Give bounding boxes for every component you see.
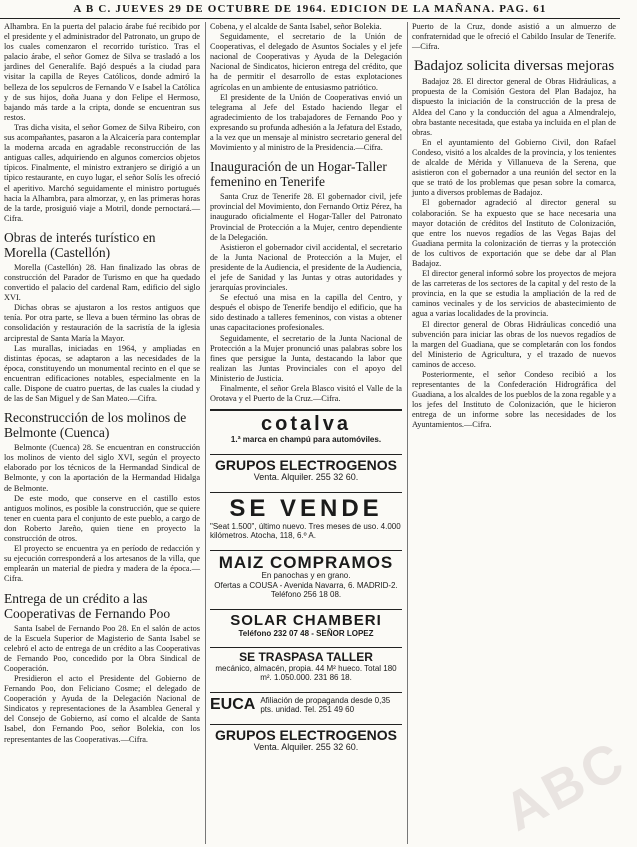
article-paragraph: Presidieron el acto el Presidente del Gobierno de Fernando Poo, don Feliciano Cosme; el delegado de Cooperación y Ayuda de la Delegación Nacional de Sindicatos y representaciones de la Asamblea General y del Consejo de Gobierno, así como el alcalde de Santa Isabel, don Fernando Poo, señor Bolekia, con los representantes de las Cooperativas.—Cifra.: [4, 673, 200, 744]
ad-title: SE TRASPASA TALLER: [239, 650, 373, 665]
ad-euca: [210, 692, 402, 719]
ad-brand: EUCA: [210, 695, 256, 713]
ad-text: 1.ª marca en champú para automóviles.: [230, 435, 382, 445]
page-header: A B C. JUEVES 29 DE OCTUBRE DE 1964. EDICION DE LA MAÑANA. PAG. 61: [0, 0, 620, 19]
article-paragraph: En el ayuntamiento del Gobierno Civil, don Rafael Condeso, visitó a los alcaldes de la provincia, y los tenientes de alcalde de Mérida y Villanueva de la Serena, que asistieron con el gobernador a una reunión del sector en la que se trató de los problemas que pesan sobre la comarca, junto a diversos problemas de Badajoz.: [412, 137, 616, 198]
column-3: [412, 22, 616, 844]
article-paragraph: Asistieron el gobernador civil accidental, el secretario de la Junta Nacional de Protección a la Mujer, el presidente de la Audiencia, el presidente de la Audiencia, el jefe de Sanidad y las Juntas y otras autoridades y jerarquías provinciales.: [210, 242, 402, 293]
article-paragraph: Se efectuó una misa en la capilla del Centro, y después el obispo de Tenerife bendijo el edificio, que ha sido destinado a talleres femeninos, con vistas a obtener unas capacitaciones profesionales.: [210, 293, 402, 333]
article-headline-fernando-poo: Entrega de un crédito a las Cooperativas de Fernando Poo: [4, 590, 171, 621]
ad-text: Venta. Alquiler. 255 32 60.: [253, 742, 359, 753]
ad-grupos-electrogenos-2: [210, 724, 402, 758]
ad-brand: cotalva: [261, 413, 351, 436]
ad-solar-chamberi: [210, 609, 402, 642]
ad-title: GRUPOS ELECTROGENOS: [214, 456, 398, 473]
ad-title: SOLAR CHAMBERI: [230, 611, 382, 629]
ad-text: mecánico, almacén, propia. 44 M² hueco. Total 180 m². 1.050.000. 231 86 18.: [215, 663, 397, 683]
ad-se-vende: [210, 492, 402, 544]
article-paragraph: El gobernador agradeció al director general su colaboración. Se ha expuesto que se hace necesaria una mayor dotación de créditos del Instituto de Colonización, que entre los nuevos regadíos de las Vegas Bajas del Guadiana permita la colonización de tierras y la protección de los cultivos de exportación que se debe dar al Plan Badajoz.: [412, 198, 616, 268]
article-headline-badajoz: Badajoz solicita diversas mejoras: [413, 58, 615, 75]
article-paragraph: Santa Cruz de Tenerife 28. El gobernador civil, jefe provincial del Movimiento, don Fernando Ortiz Pérez, ha inaugurado oficialmente el Hogar-Taller del Patronato Provincial de Protección a la Mujer, centro dependiente de la Delegación.: [210, 192, 402, 242]
ad-title: SE VENDE: [229, 495, 383, 523]
article-paragraph: Badajoz 28. El director general de Obras Hidráulicas, a propuesta de la Comisión Gestora del Plan Badajoz, ha dispuesto la iniciación de la construcción de la presa de Aldea del Cano y la conducción del agua a Almendralejo, obra bastante necesitada, que estaba ya incluida en el plan de obras.: [412, 77, 616, 137]
article-paragraph: Las murallas, iniciadas en 1964, y ampliadas en distintas épocas, se adaptaron a las necesidades de la época, constituyendo un monumental recinto en el que se encuentran edificaciones notables, especialmente en la calle. Dispone de cuatro puertas, de las cuales la ciudad y de las de San Miguel y de San Mateo.—Cifra.: [4, 343, 200, 404]
ad-maiz: [210, 550, 402, 604]
column-2: [210, 22, 402, 844]
intro-paragraph: Alhambra. En la puerta del palacio árabe fué recibido por el presidente y el administrador del Patronato, un grupo de los cuales comenzaron el recorrido turístico. Tras el palacio árabe, el señor Gomez de Silva se trasladó a los jardines del Generalife. Bajó después a la ciudad para visitar la capilla de Reyes Católicos, donde admiró la belleza de los sepulcros de Fernando V e Isabel la Católica y de sus hijos, doña Juana y don Felipe el Hermoso, bajando más tarde a la cripta, donde se encuentran sus restos.: [4, 22, 200, 122]
article-paragraph: Seguidamente, el secretario de la Junta Nacional de Protección a la Mujer pronunció unas palabras sobre los fines que persigue la Junta, destacando la labor que realizan las Juntas Provinciales con el apoyo del Ministerio de Justicia.: [210, 333, 402, 383]
article-paragraph: Belmonte (Cuenca) 28. Se encuentran en construcción los molinos de viento del siglo XVI, según el proyecto elaborado por los técnicos de la Hermandad Sindical de Belmonte, y con la aportación de la Hermandad Hidalga de Belmonte.: [4, 443, 200, 493]
ad-text: "Seat 1.500", último nuevo. Tres meses de uso. 4.000 kilómetros. Atocha, 118, 6.º A.: [210, 521, 401, 541]
ad-text: Afiliación de propaganda desde 0,35 pts. unidad. Tel. 251 49 60: [260, 695, 391, 715]
article-paragraph: Dichas obras se ajustaron a los restos antiguos que tenía. Por otra parte, se lleva a buen término las obras de consolidación y restauración de la sacristía de la iglesia arciprestal de Santa María la Mayor.: [4, 303, 200, 343]
article-paragraph: El proyecto se encuentra ya en período de redacción y su ejecución corresponderá a los artesanos de la villa, que emplearán un material de piedra y madera de la época.—Cifra.: [4, 544, 200, 584]
article-headline-tenerife: Inauguración de un Hogar-Taller femenino en Tenerife: [210, 159, 387, 190]
abc-watermark: ABC: [494, 729, 637, 843]
ad-text: En panochas y en grano.: [261, 571, 351, 581]
ad-title: MAIZ COMPRAMOS: [218, 552, 394, 572]
article-headline-belmonte: Reconstrucción de los molinos de Belmonte (Cuenca): [4, 410, 187, 441]
ad-traspasa-taller: [210, 647, 402, 687]
article-paragraph: Morella (Castellón) 28. Han finalizado las obras de construcción del Parador de Turismo en que ha quedado convertido el palacio del cardenal Ram, edificio del siglo XVI.: [4, 262, 200, 303]
ad-text: Teléfono 232 07 48 - SEÑOR LOPEZ: [238, 628, 374, 638]
ad-title: GRUPOS ELECTROGENOS: [214, 726, 398, 743]
ad-text: Ofertas a COUSA - Avenida Navarra, 6. MADRID-2. Teléfono 256 18 08.: [214, 580, 398, 600]
ad-grupos-electrogenos: [210, 454, 402, 488]
intro-paragraph: Puerto de la Cruz, donde asistió a un almuerzo de confraternidad que le ofreció el Cabildo Insular de Tenerife.—Cifra.: [412, 22, 616, 52]
intro-paragraph: Tras dicha visita, el señor Gomez de Silva Ribeiro, con sus acompañantes, pasaron a la Alcaicería para contemplar la moderna arcada en agradable reconstrucción de las antiguas calles, adquiriendo en algunos comercios objetos típicos. Finalmente, el ministro extranjero se dirigió a un típico restaurante, en cuyo lugar, el señor Solís les ofreció el aperitivo. Marchó seguidamente el ministro portugués hacia la Alhambra, para almorzar, y, en las primeras horas de la tarde, prosiguió viaje a Motril, donde pernoctará.—Cifra.: [4, 122, 200, 223]
ad-cotalva: [210, 409, 402, 449]
ad-text: Venta. Alquiler. 255 32 60.: [253, 472, 359, 483]
intro-paragraph: Cobena, y el alcalde de Santa Isabel, señor Bolekia.: [210, 22, 382, 31]
column-rule-1: [205, 22, 206, 844]
article-paragraph: El director general informó sobre los proyectos de mejora de las carreteras de los sectores de la capital y del resto de la provincia, en la que se estudia la ampliación de la red de caminos vecinales y de los servicios de abastecimiento de agua a varias localidades de la provincia.: [412, 269, 616, 319]
intro-paragraph: El presidente de la Unión de Cooperativas envió un telegrama al Jefe del Estado haciendo llegar el agradecimiento de los trabajadores de Fernando Poo y expresando su profunda adhesión a la Jefatura del Estado, a la vez que un mensaje al ministro secretario general del Movimiento y al ministro de la Presidencia.—Cifra.: [210, 92, 402, 153]
article-paragraph: El director general de Obras Hidráulicas concedió una subvención para iniciar las obras de los nuevos regadíos de la margen del Guadiana, que se completarán con los fondos del Ministerio de Agricultura, y el trazado de nuevos caminos de acceso.: [412, 319, 616, 369]
column-rule-2: [407, 22, 408, 844]
article-headline-morella: Obras de interés turístico en Morella (Castellón): [4, 229, 156, 260]
column-1: [4, 22, 200, 844]
article-paragraph: Santa Isabel de Fernando Poo 28. En el salón de actos de la Escuela Superior de Magisterio de Santa Isabel se celebró el acto de entrega de un crédito a las Cooperativas de Fernando Poo, concedido por la Obra Sindical de Cooperación.: [4, 623, 200, 673]
article-paragraph: De este modo, que conserve en el castillo estos antiguos molinos, es posible la construcción, que se quiere tener en cuenta para el conjunto de este pueblo, a cargo de don Roberto Jareño, quien tiene en proyecto la construcción de otros.: [4, 493, 200, 544]
intro-paragraph: Seguidamente, el secretario de la Unión de Cooperativas, el delegado de Asuntos Sociales y el jefe nacional de Cooperativas y Ayuda de la Delegación Nacional de Sindicatos, hicieron entrega del crédito, que ha de permitir el desarrollo de estas explotaciones agrícolas en un ambiente de entusiasmo patriótico.: [210, 32, 402, 92]
article-paragraph: Posteriormente, el señor Condeso recibió a los representantes de la Confederación Hidrográfica del Guadiana, a los alcaldes de los pueblos de la zona regable y a los jefes del Instituto de Colonización, que le hicieron entrega de un informe sobre las necesidades de los Ayuntamientos.—Cifra.: [412, 370, 616, 430]
article-paragraph: Finalmente, el señor Grela Blasco visitó el Valle de la Orotava y el Puerto de la Cruz.—Cifra.: [210, 384, 402, 404]
